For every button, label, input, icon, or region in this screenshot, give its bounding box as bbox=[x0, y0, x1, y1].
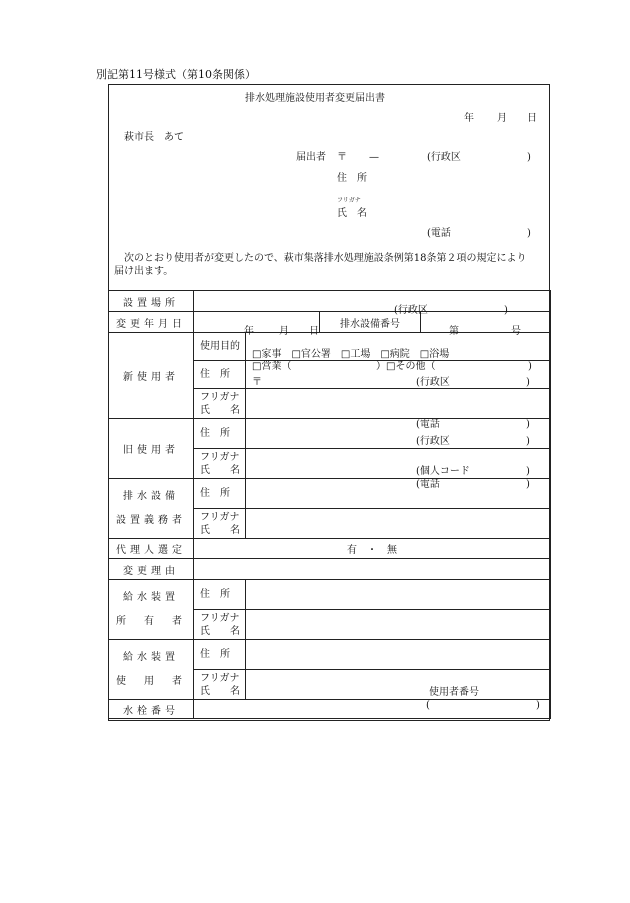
form-id: 別記第11号様式（第10条関係） bbox=[96, 68, 256, 81]
document-title: 排水処理施設使用者変更届出書 bbox=[245, 93, 385, 104]
form-table bbox=[108, 290, 551, 719]
old-user-phone-open: (電話 bbox=[416, 478, 440, 490]
old-user-name-label bbox=[194, 449, 246, 479]
drain-owner-name-cell[interactable] bbox=[246, 509, 551, 539]
reason-cell[interactable] bbox=[194, 559, 551, 580]
hydrant-label: 水栓番号 bbox=[109, 700, 194, 719]
change-date-label: 変更年月日 bbox=[109, 312, 194, 333]
supply-user-name-label bbox=[194, 670, 246, 700]
supply-owner-address-label: 住 所 bbox=[194, 580, 246, 610]
supply-owner-name-label bbox=[194, 610, 246, 640]
new-user-phone-close: ) bbox=[526, 418, 530, 430]
old-user-ward-close: ) bbox=[526, 435, 530, 447]
old-user-label: 旧使用者 bbox=[109, 419, 194, 479]
old-user-name-cell[interactable] bbox=[246, 449, 551, 490]
applicant-address-label: 住 所 bbox=[337, 173, 367, 184]
drain-owner-furigana-label: フリガナ bbox=[200, 511, 240, 523]
old-user-phone-close: ) bbox=[526, 478, 530, 490]
date-day-label: 日 bbox=[527, 113, 537, 124]
agent-label: 代理人選定 bbox=[109, 539, 194, 559]
supply-owner-furigana-label: フリガナ bbox=[200, 612, 240, 624]
facility-number-go: 号 bbox=[511, 326, 521, 337]
new-user-name-text: 氏 名 bbox=[200, 404, 240, 416]
supply-owner-label bbox=[109, 580, 194, 640]
supply-owner-name-cell[interactable] bbox=[246, 610, 551, 640]
purpose-line1[interactable]: □家事 □官公署 □工場 □病院 □浴場 bbox=[252, 348, 450, 360]
old-user-ward-open: (行政区 bbox=[416, 435, 450, 447]
supply-owner-address-cell[interactable] bbox=[246, 580, 551, 610]
new-user-name-cell[interactable] bbox=[246, 389, 551, 430]
hydrant-cell[interactable] bbox=[194, 700, 551, 719]
drain-owner-address-cell[interactable] bbox=[246, 479, 551, 509]
drain-owner-name-label bbox=[194, 509, 246, 539]
purpose-other-close: ) bbox=[528, 360, 532, 372]
body-text-line2: 届け出ます。 bbox=[114, 266, 174, 277]
date-month-label: 月 bbox=[497, 113, 507, 124]
applicant-furigana-label: フリガナ bbox=[337, 197, 361, 204]
applicant-ward-open: (行政区 bbox=[427, 152, 461, 163]
applicant-phone-open: (電話 bbox=[427, 228, 451, 239]
supply-user-furigana-label: フリガナ bbox=[200, 672, 240, 684]
change-month-label: 月 bbox=[279, 326, 289, 337]
drain-owner-name-text: 氏 名 bbox=[200, 524, 240, 536]
old-user-address-label: 住 所 bbox=[194, 419, 246, 449]
applicant-ward-close: ) bbox=[527, 152, 531, 163]
applicant-postal-mark: 〒 bbox=[337, 152, 347, 163]
supply-user-label-line1: 給水装置 bbox=[123, 651, 179, 663]
new-user-label: 新使用者 bbox=[109, 333, 194, 419]
supply-owner-name-text: 氏 名 bbox=[200, 625, 240, 637]
new-user-address-label: 住 所 bbox=[194, 361, 246, 389]
location-ward-close: ) bbox=[504, 305, 508, 316]
purpose-cell[interactable] bbox=[246, 333, 551, 372]
supply-user-address-cell[interactable] bbox=[246, 640, 551, 670]
supply-user-address-label: 住 所 bbox=[194, 640, 246, 670]
supply-user-name-cell[interactable] bbox=[246, 670, 551, 711]
user-number-label: 使用者番号 bbox=[429, 686, 479, 698]
facility-number-dai: 第 bbox=[449, 326, 459, 337]
supply-user-label bbox=[109, 640, 194, 700]
location-cell[interactable] bbox=[194, 291, 551, 316]
supply-owner-label-line2: 所 有 者 bbox=[116, 615, 186, 627]
old-user-address-cell[interactable] bbox=[246, 419, 551, 449]
supply-user-name-text: 氏 名 bbox=[200, 685, 240, 697]
applicant-label: 届出者 bbox=[296, 152, 326, 163]
facility-number-label: 排水設備番号 bbox=[320, 312, 421, 333]
location-label: 設置場所 bbox=[109, 291, 194, 312]
drain-owner-label-line1: 排水設備 bbox=[123, 490, 179, 502]
drain-owner-label-line2: 設置義務者 bbox=[116, 514, 186, 526]
purpose-label: 使用目的 bbox=[194, 333, 246, 361]
old-user-name-text: 氏 名 bbox=[200, 464, 240, 476]
purpose-other[interactable]: ）□その他（ bbox=[376, 360, 436, 372]
drain-owner-label bbox=[109, 479, 194, 539]
new-user-furigana-label: フリガナ bbox=[200, 391, 240, 403]
change-year-label: 年 bbox=[244, 326, 254, 337]
new-user-phone-open: (電話 bbox=[416, 418, 440, 430]
change-day-label: 日 bbox=[309, 326, 319, 337]
new-user-address-cell[interactable] bbox=[246, 361, 551, 389]
facility-number-cell[interactable] bbox=[421, 312, 551, 337]
new-user-postal-mark: 〒 bbox=[252, 376, 262, 388]
old-user-code-close: ) bbox=[526, 465, 530, 477]
new-user-name-label bbox=[194, 389, 246, 419]
supply-owner-label-line1: 給水装置 bbox=[123, 591, 179, 603]
change-date-cell[interactable] bbox=[194, 312, 320, 337]
agent-choice[interactable]: 有 ・ 無 bbox=[194, 539, 551, 559]
old-user-furigana-label: フリガナ bbox=[200, 451, 240, 463]
new-user-ward-close: ) bbox=[526, 376, 530, 388]
applicant-name-label: 氏 名 bbox=[337, 208, 367, 219]
addressee: 萩市長 あて bbox=[124, 132, 184, 143]
drain-owner-address-label: 住 所 bbox=[194, 479, 246, 509]
user-number-close: ) bbox=[536, 699, 540, 711]
applicant-postal-dash: — bbox=[369, 152, 379, 163]
purpose-business[interactable]: □営業（ bbox=[252, 360, 292, 372]
body-text-line1: 次のとおり使用者が変更したので、萩市集落排水処理施設条例第18条第２項の規定により bbox=[124, 253, 527, 264]
location-ward-open: (行政区 bbox=[394, 305, 428, 316]
supply-user-label-line2: 使 用 者 bbox=[116, 675, 186, 687]
date-year-label: 年 bbox=[464, 113, 474, 124]
new-user-ward-open: (行政区 bbox=[416, 376, 450, 388]
user-number-open: ( bbox=[426, 699, 430, 711]
old-user-code-open: (個人コード bbox=[416, 465, 470, 477]
applicant-phone-close: ) bbox=[527, 228, 531, 239]
reason-label: 変更理由 bbox=[109, 559, 194, 580]
